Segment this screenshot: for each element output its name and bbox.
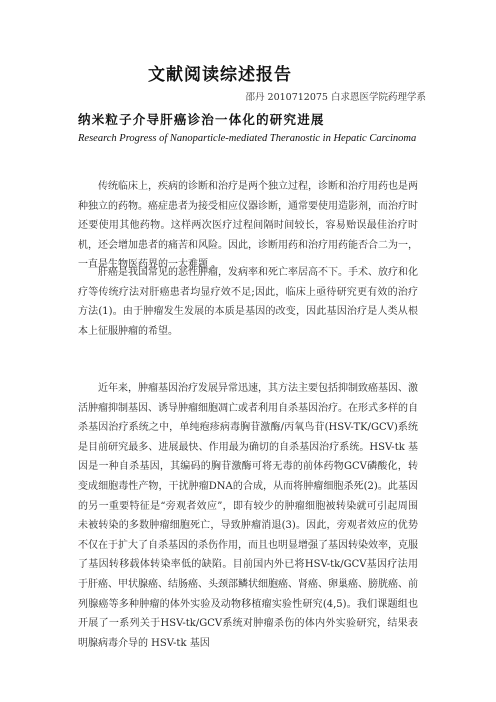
report-title: 文献阅读综述报告 <box>148 65 292 85</box>
paragraph: 传统临床上，疾病的诊断和治疗是两个独立过程，诊断和治疗用药也是两种独立的药物。癌症患者为接受相应仪器诊断，通常要使用造影剂，而治疗时还要使用其他药物。这样两次医疗过程间隔时间较长，容易贻误最佳治疗时机，还会增加患者的痛苦和风险。因此，诊断用药和治疗用药能否合二为一，一直是生物医药界的一大难题 。 <box>78 181 418 271</box>
article-title-english: Research Progress of Nanoparticle-mediated Theranostic in Hepatic Carcinoma <box>78 133 417 144</box>
article-title-chinese: 纳米粒子介导肝癌诊治一体化的研究进展 <box>78 112 325 127</box>
paragraph: 肝癌是我国常见的恶性肿瘤，发病率和死亡率居高不下。手术、放疗和化疗等传统疗法对肝癌患者均显疗效不足;因此，临床上亟待研究更有效的治疗方法(1)。由于肿瘤发生发展的本质是基因的改变，因此基因治疗是人类从根本上征服肿瘤的希望。 <box>78 267 418 337</box>
author-byline: 邵丹 2010712075 白求恩医学院药理学系 <box>245 92 426 103</box>
paragraph: 近年来，肿瘤基因治疗发展异常迅速，其方法主要包括抑制致癌基因、激活肿瘤抑制基因、诱导肿瘤细胞凋亡或者利用自杀基因治疗。在形式多样的自杀基因治疗系统之中，单纯疱疹病毒胸苷激酶/丙氧鸟苷(HSV-TK/GCV)系统是目前研究最多、进展最快、作用最为确切的自杀基因治疗系统。HSV-tk 基因是一种自杀基因，其编码的胸苷激酶可将无毒的前体药物GCV磷酸化，转变成细胞毒性产物，干扰肿瘤DNA的合成，从而将肿瘤细胞杀死(2)。此基因的另一重要特征是“旁观者效应”，即有较少的肿瘤细胞被转染就可引起周围未被转染的多数肿瘤细胞死亡，导致肿瘤消退(3)。因此，旁观者效应的优势不仅在于扩大了自杀基因的杀伤作用，而且也明显增强了基因转染效率，克服了基因转移载体转染率低的缺陷。目前国内外已将HSV-tk/GCV基因疗法用于肝癌、甲状腺癌、结肠癌、头颈部鳞状细胞癌、肾癌、卵巢癌、膀胱癌、前列腺癌等多种肿瘤的体外实验及动物移植瘤实验性研究(4,5)。我们课题组也开展了一系列关于HSV-tk/GCV系统对肿瘤杀伤的体内外实验研究，结果表明腺病毒介导的 HSV-tk 基因 <box>78 383 418 649</box>
